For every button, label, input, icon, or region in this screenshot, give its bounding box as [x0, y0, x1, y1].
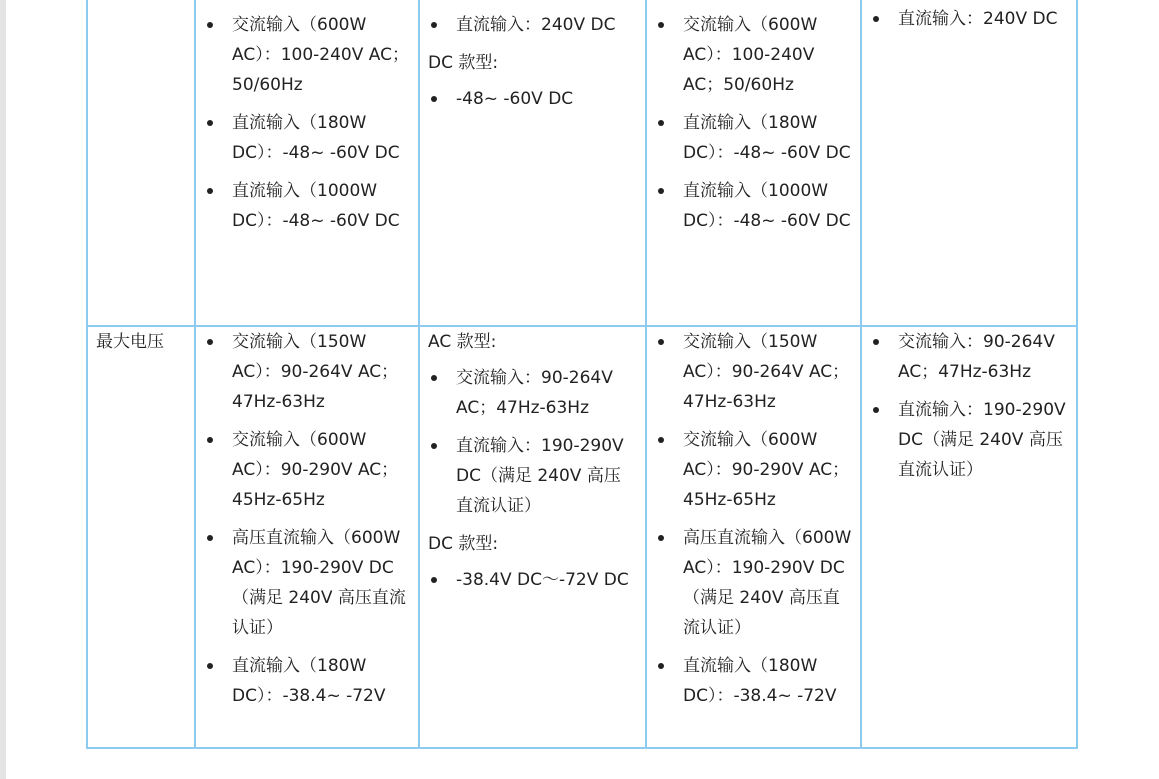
list-item: 交流输入（150W AC）：90-264V AC；47Hz-63Hz: [655, 327, 852, 417]
list-item: 直流输入（180W DC）：-38.4~ -72V: [204, 651, 410, 711]
list-item: 交流输入（600W AC）：100-240V AC；50/60Hz: [204, 10, 410, 100]
dc-model-label: DC 款型:: [428, 53, 499, 73]
bullet-list: [204, 0, 410, 236]
table-cell: [195, 326, 419, 748]
bullet-list: [655, 0, 852, 236]
spec-table: [86, 0, 1078, 749]
bullet-list: [870, 327, 1068, 485]
bullet-list: [428, 10, 637, 40]
list-item: -38.4V DC～-72V DC: [428, 565, 637, 595]
list-item: 高压直流输入（600W AC）：190-290V DC（满足 240V 高压直流认证）: [204, 523, 410, 643]
bullet-list: [870, 0, 1068, 34]
list-item: -48~ -60V DC: [428, 84, 637, 114]
bullet-list: [428, 363, 637, 521]
table-row: [87, 0, 1077, 326]
table-cell: [861, 0, 1077, 326]
list-item: 直流输入（180W DC）：-48~ -60V DC: [655, 108, 852, 168]
table-cell: [646, 326, 861, 748]
list-item: 直流输入：240V DC: [428, 10, 637, 40]
dc-model-label: DC 款型:: [428, 534, 499, 554]
list-item: 直流输入：190-290V DC（满足 240V 高压直流认证）: [870, 395, 1068, 485]
ac-model-label: AC 款型:: [428, 332, 497, 352]
list-item: 直流输入：190-290V DC（满足 240V 高压直流认证）: [428, 431, 637, 521]
list-item: 交流输入（600W AC）：90-290V AC；45Hz-65Hz: [655, 425, 852, 515]
list-item: 交流输入（600W AC）：90-290V AC；45Hz-65Hz: [204, 425, 410, 515]
list-item: [655, 0, 852, 2]
list-item: 直流输入（180W DC）：-48~ -60V DC: [204, 108, 410, 168]
bullet-list: [428, 84, 637, 114]
bullet-list: [428, 565, 637, 595]
table-cell: [195, 0, 419, 326]
table-cell: [861, 326, 1077, 748]
list-item: 交流输入（600W AC）：100-240V AC；50/60Hz: [655, 10, 852, 100]
list-item: 交流输入：90-264V AC；47Hz-63Hz: [870, 327, 1068, 387]
list-item: 交流输入（150W AC）：90-264V AC；47Hz-63Hz: [204, 327, 410, 417]
list-item: 直流输入：240V DC: [870, 4, 1068, 34]
param-cell: [87, 0, 195, 326]
list-item: 交流输入：90-264V AC；47Hz-63Hz: [428, 363, 637, 423]
list-item: 直流输入（1000W DC）：-48~ -60V DC: [655, 176, 852, 236]
list-item: [204, 0, 410, 2]
table-cell: [419, 0, 646, 326]
page-left-rail: [0, 0, 6, 779]
param-cell-max-voltage: 最大电压: [87, 326, 195, 748]
bullet-list: [655, 327, 852, 711]
list-item: 直流输入（180W DC）：-38.4~ -72V: [655, 651, 852, 711]
table-cell: [419, 326, 646, 748]
table-cell: [646, 0, 861, 326]
list-item: 直流输入（1000W DC）：-48~ -60V DC: [204, 176, 410, 236]
list-item: 高压直流输入（600W AC）：190-290V DC（满足 240V 高压直流认证）: [655, 523, 852, 643]
cell-text: [428, 0, 637, 2]
table-row: [87, 326, 1077, 748]
bullet-list: [204, 327, 410, 711]
